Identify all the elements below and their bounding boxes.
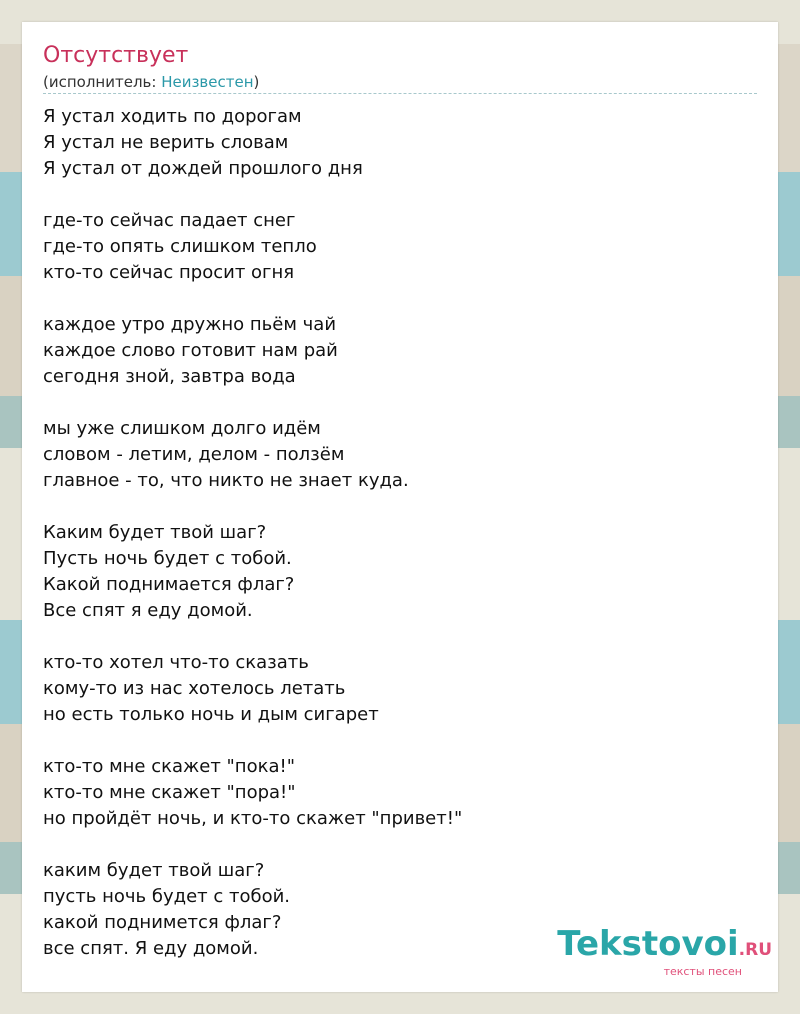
lyrics-line: Какой поднимается флаг?: [43, 574, 295, 595]
lyrics-line: пусть ночь будет с тобой.: [43, 886, 291, 907]
lyrics-stanza: [43, 208, 743, 286]
lyrics-line: Каким будет твой шаг?: [43, 522, 267, 543]
lyrics-line: каждое слово готовит нам рай: [43, 340, 338, 361]
lyrics-stanza: [43, 520, 743, 624]
lyrics-line: каждое утро дружно пьём чай: [43, 314, 337, 335]
logo-tld: .RU: [738, 940, 772, 960]
lyrics-line: где-то сейчас падает снег: [43, 210, 296, 231]
lyrics-stanza: [43, 650, 743, 728]
logo-name: Tekstovoi: [557, 924, 739, 964]
logo-tagline: тексты песен: [663, 965, 742, 978]
lyrics-line: где-то опять слишком тепло: [43, 236, 317, 257]
artist-link[interactable]: Неизвестен: [161, 73, 254, 91]
lyrics-line: словом - летим, делом - ползём: [43, 444, 345, 465]
lyrics-line: сегодня зной, завтра вода: [43, 366, 296, 387]
lyrics-line: кто-то хотел что-то сказать: [43, 652, 309, 673]
lyrics-stanza: [43, 416, 743, 494]
lyrics-line: Я устал ходить по дорогам: [43, 106, 302, 127]
site-logo[interactable]: [557, 926, 772, 977]
lyrics-line: кто-то мне скажет "пока!": [43, 756, 295, 777]
lyrics-stanza: [43, 754, 743, 832]
lyrics-line: но пройдёт ночь, и кто-то скажет "привет!": [43, 808, 463, 829]
lyrics-line: Я устал от дождей прошлого дня: [43, 158, 363, 179]
lyrics-card: [22, 22, 778, 992]
lyrics-line: главное - то, что никто не знает куда.: [43, 470, 409, 491]
logo-wordmark: [557, 926, 772, 968]
lyrics-line: какой поднимется флаг?: [43, 912, 282, 933]
lyrics-line: Все спят я еду домой.: [43, 600, 253, 621]
lyrics-line: каким будет твой шаг?: [43, 860, 265, 881]
lyrics-line: Я устал не верить словам: [43, 132, 289, 153]
lyrics-line: кто-то сейчас просит огня: [43, 262, 295, 283]
artist-prefix: (исполнитель:: [43, 73, 162, 91]
artist-line: [43, 72, 259, 92]
divider: [43, 93, 757, 94]
lyrics-stanza: [43, 104, 743, 182]
lyrics-line: но есть только ночь и дым сигарет: [43, 704, 379, 725]
lyrics-body: [43, 104, 743, 988]
song-title: Отсутствует: [43, 43, 189, 68]
lyrics-line: Пусть ночь будет с тобой.: [43, 548, 292, 569]
lyrics-stanza: [43, 312, 743, 390]
lyrics-line: все спят. Я еду домой.: [43, 938, 259, 959]
artist-suffix: ): [253, 73, 260, 91]
lyrics-line: кто-то мне скажет "пора!": [43, 782, 296, 803]
lyrics-line: кому-то из нас хотелось летать: [43, 678, 346, 699]
lyrics-line: мы уже слишком долго идём: [43, 418, 321, 439]
